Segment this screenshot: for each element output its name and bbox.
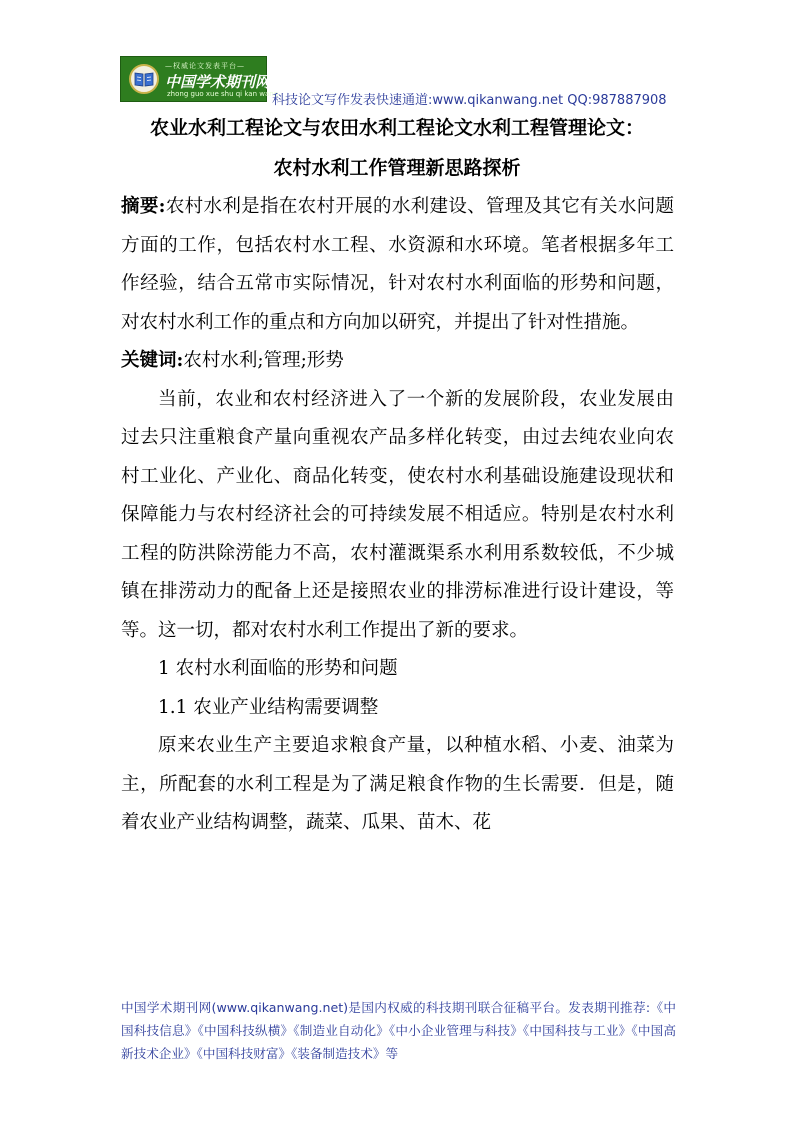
abstract-label: 摘要: xyxy=(121,196,166,217)
keywords-text: 农村水利;管理;形势 xyxy=(183,350,344,371)
paragraph-intro: 当前，农业和农村经济进入了一个新的发展阶段，农业发展由过去只注重粮食产量向重视农产品多样化转变，由过去纯农业向农村工业化、产业化、商品化转变，使农村水利基础设施建设现状和保障能力与农村经济社会的可持续发展不相适应。特别是农村水利工程的防洪除涝能力不高，农村灌溉渠系水利用系数较低，不少城镇在排涝动力的配备上还是接照农业的排涝标准进行设计建设，等等。这一切，都对农村水利工作提出了新的要求。 xyxy=(121,388,674,641)
paragraph-section-1-1: 原来农业生产主要追求粮食产量，以种植水稻、小麦、油菜为主，所配套的水利工程是为了满足粮食作物的生长需要．但是，随着农业产业结构调整，蔬菜、瓜果、苗木、花 xyxy=(121,735,674,833)
paper-title-line-2: 农村水利工作管理新思路探析 xyxy=(273,157,521,179)
keywords xyxy=(121,342,674,381)
logo-tagline: —权威论文发表平台— xyxy=(165,62,245,70)
page-footer: 中国学术期刊网(www.qikanwang.net)是国内权威的科技期刊联合征稿平台。发表期刊推荐:《中国科技信息》《中国科技纵横》《制造业自动化》《中小企业管理与科技》《中国科技与工业》《中国高新技术企业》《中国科技财富》《装备制造技术》等 xyxy=(121,1000,676,1061)
section-heading-1-1: 1.1 农业产业结构需要调整 xyxy=(158,696,379,718)
logo-name: 中国学术期刊网 xyxy=(165,73,271,91)
keywords-label: 关键词: xyxy=(121,350,184,371)
paper-title-line-1: 农业水利工程论文与农田水利工程论文水利工程管理论文： xyxy=(149,117,644,139)
article-body xyxy=(121,188,674,843)
book-icon xyxy=(129,64,159,94)
page-header xyxy=(120,56,680,106)
header-link[interactable]: 科技论文写作发表快速通道:www.qikanwang.net QQ:987887908 xyxy=(272,93,667,108)
abstract xyxy=(121,188,674,342)
abstract-text: 农村水利是指在农村开展的水利建设、管理及其它有关水问题方面的工作，包括农村水工程、水资源和水环境。笔者根据多年工作经验，结合五常市实际情况，针对农村水利面临的形势和问题，对农村水利工作的重点和方向加以研究，并提出了针对性措施。 xyxy=(121,196,674,333)
site-logo[interactable] xyxy=(120,56,279,102)
section-heading-1: 1 农村水利面临的形势和问题 xyxy=(158,658,398,679)
logo-pinyin: zhong guo xue shu qi kan wang xyxy=(167,90,279,98)
